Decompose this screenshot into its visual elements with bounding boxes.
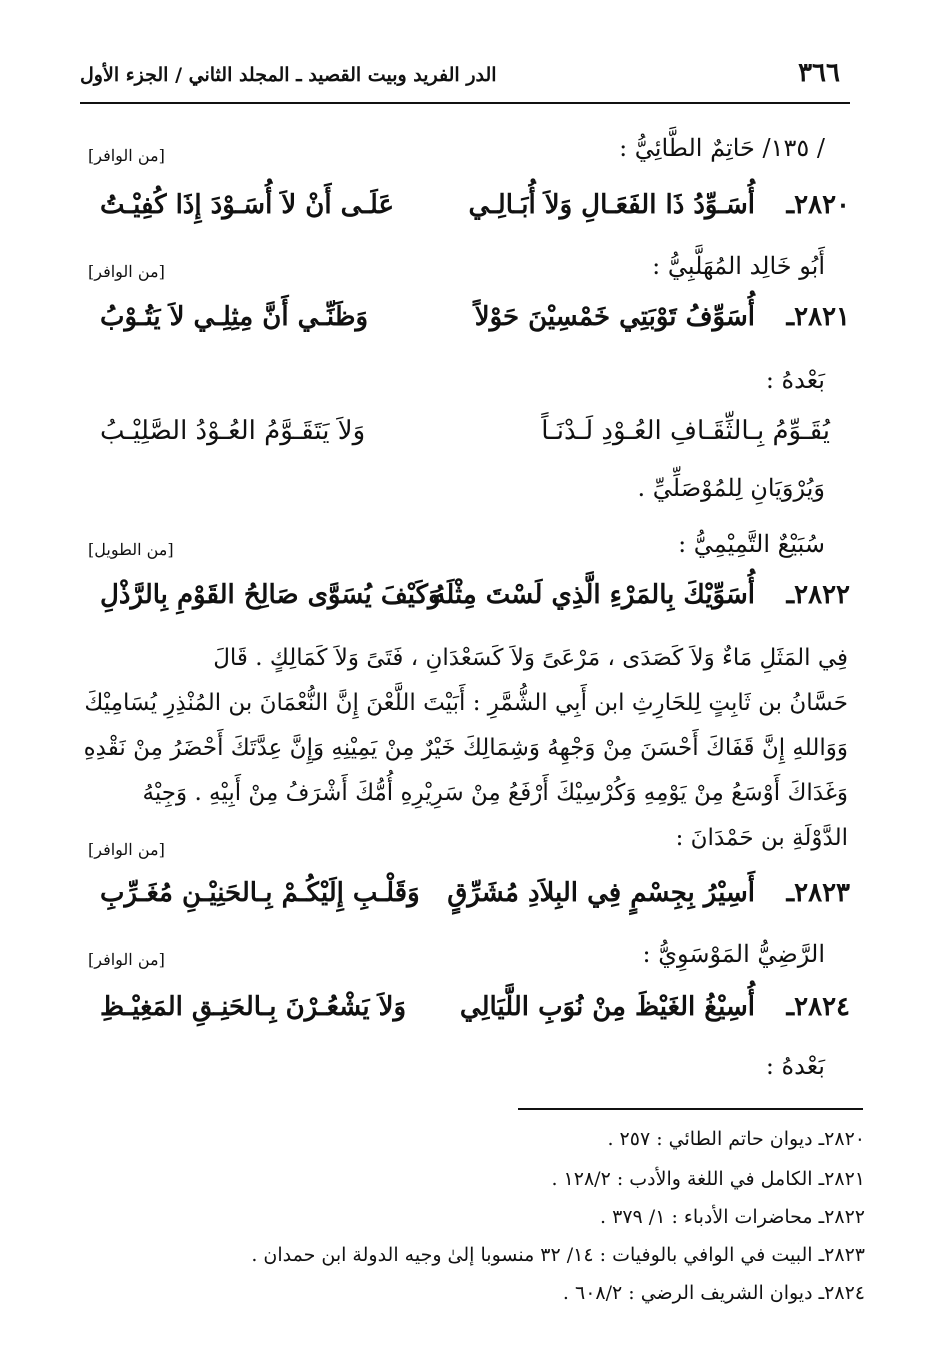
footnote: ٢٨٢١ـ الكامل في اللغة والأدب : ١٢٨/٢ . (551, 1168, 865, 1190)
meter-label: [من الوافر] (88, 950, 165, 969)
poet-heading: / ١٣٥/ حَاتِمٌ الطَّائِيُّ : (619, 134, 825, 162)
after-note: بَعْدهُ : (765, 1052, 825, 1080)
page-header (80, 58, 850, 98)
footnote: ٢٨٢٤ـ ديوان الشريف الرضي : ٦٠٨/٢ . (562, 1282, 865, 1304)
verse-continuation (100, 416, 850, 458)
verse-first-hemistich: أُسَوِّيْكَ بِالمَرْءِ الَّذِي لَسْتَ مِثْلَهُ (432, 580, 755, 610)
verse-second-hemistich: وَلاَ يَتَقَـوَّمُ العُـوْدُ الصَّلِيْـبُ (100, 416, 366, 446)
footnote: ٢٨٢٢ـ محاضرات الأدباء : ١/ ٣٧٩ . (600, 1206, 865, 1228)
poet-heading: أَبُو خَالِد المُهَلَّبِيُّ : (652, 252, 825, 280)
verse-second-hemistich: وَظَنِّـي أَنَّ مِثِلِـي لاَ يَتُـوْبُ (100, 302, 369, 332)
verse-number: ٢٨٢١ـ (786, 302, 850, 332)
poet-heading: الرَّضِيُّ المَوْسَوِيُّ : (642, 940, 825, 968)
poet-heading: سُبَيْعٌ التَّمِيْمِيُّ : (678, 530, 825, 558)
attribution-note: وَيُرْوَيَانِ لِلمُوْصَلِّيِّ . (637, 474, 825, 502)
footnote: ٢٨٢٣ـ البيت في الوافي بالوفيات : ١٤/ ٣٢ منسوبا إلىٰ وجيه الدولة ابن حمدان . (251, 1244, 865, 1266)
meter-label: [من الوافر] (88, 840, 165, 859)
after-note: بَعْدهُ : (765, 366, 825, 394)
verse-2823 (100, 878, 850, 920)
meter-label: [من الطويل] (88, 540, 174, 559)
prose-line: فِي المَثَلِ مَاءٌ وَلاَ كَصَدَى ، مَرْعَىً وَلاَ كَسَعْدَانِ ، فَتَىً وَلاَ كَمَالِكٍ . قَالَ (213, 645, 848, 671)
running-title: الدر الفريد وبيت القصيد ـ المجلد الثاني / الجزء الأول (80, 64, 497, 86)
verse-number: ٢٨٢٤ـ (786, 992, 850, 1022)
verse-second-hemistich: عَلَـى أَنْ لاَ أُسَـوْدَ إِذَا كُفِيْـتُ (100, 190, 394, 220)
header-rule (80, 102, 850, 104)
prose-line: وَغَدَاكَ أَوْسَعُ مِنْ يَوْمِهِ وَكُرْسِيْكَ أَرْفَعُ مِنْ سَرِيْرِهِ أُمُّكَ أَشْرَفُ مِنْ أَبِيْهِ . وَجِيْهُ (142, 780, 848, 806)
verse-first-hemistich: أُسَـوِّدُ ذَا الفَعَـالِ وَلاَ أُبَـالِـي (468, 190, 755, 220)
verse-2821 (100, 302, 850, 344)
verse-first-hemistich: أُسِيْغُ الغَيْظَ مِنْ نُوَبِ اللَّيَالِي (459, 992, 755, 1022)
footnote: ٢٨٢٠ـ ديوان حاتم الطائي : ٢٥٧ . (607, 1128, 865, 1150)
prose-line: الدَّوْلَةِ بن حَمْدَانَ : (675, 825, 848, 851)
footnote-rule (518, 1108, 863, 1110)
verse-number: ٢٨٢٣ـ (786, 878, 850, 908)
verse-2822 (100, 580, 850, 622)
verse-second-hemistich: وَلاَ يَشْعُـرْنَ بِـالحَنِـقِ المَغِيْـظِ (100, 992, 407, 1022)
verse-first-hemistich: أُسَوِّفُ تَوْبَتِي خَمْسِيْنَ حَوْلاً (474, 302, 755, 332)
prose-line: حَسَّانُ بن ثَابِتٍ لِلحَارِثِ ابن أَبِي الشُّمَّرِ : أَبَيْتَ اللَّعْنَ إِنَّ النُّعْمَانَ بن المُنْذِرِ يُسَامِيْكَ (84, 690, 848, 716)
verse-first-hemistich: يُقَـوِّمُ بِـالثِّقَـافِ العُـوْدِ لَـدْنَـاً (541, 416, 830, 446)
verse-2820 (100, 190, 850, 232)
verse-number: ٢٨٢٢ـ (786, 580, 850, 610)
verse-number: ٢٨٢٠ـ (786, 190, 850, 220)
verse-second-hemistich: وَكَيْفَ يُسَوَّى صَالِحُ القَوْمِ بِالرَّذْلِ (100, 580, 441, 610)
prose-line: وَوَاللهِ إِنَّ قَفَاكَ أَحْسَنَ مِنْ وَجْهِهُ وَشِمَالِكَ خَيْرٌ مِنْ يَمِيْنِهِ وَإِنَّ عِدَّتَكَ أَحْضَرُ مِنْ نَقْدِهِ (83, 735, 848, 761)
meter-label: [من الوافر] (88, 262, 165, 281)
verse-second-hemistich: وَقَلْـبِ إِلَيْكُـمْ بِـالحَنِيْـنِ مُغَـرِّبِ (100, 878, 420, 908)
verse-2824 (100, 992, 850, 1034)
page-number: ٣٦٦ (798, 58, 840, 88)
meter-label: [من الوافر] (88, 146, 165, 165)
verse-first-hemistich: أَسِيْرُ بِجِسْمٍ فِي البِلاَدِ مُشَرِّقٍ (447, 878, 755, 908)
